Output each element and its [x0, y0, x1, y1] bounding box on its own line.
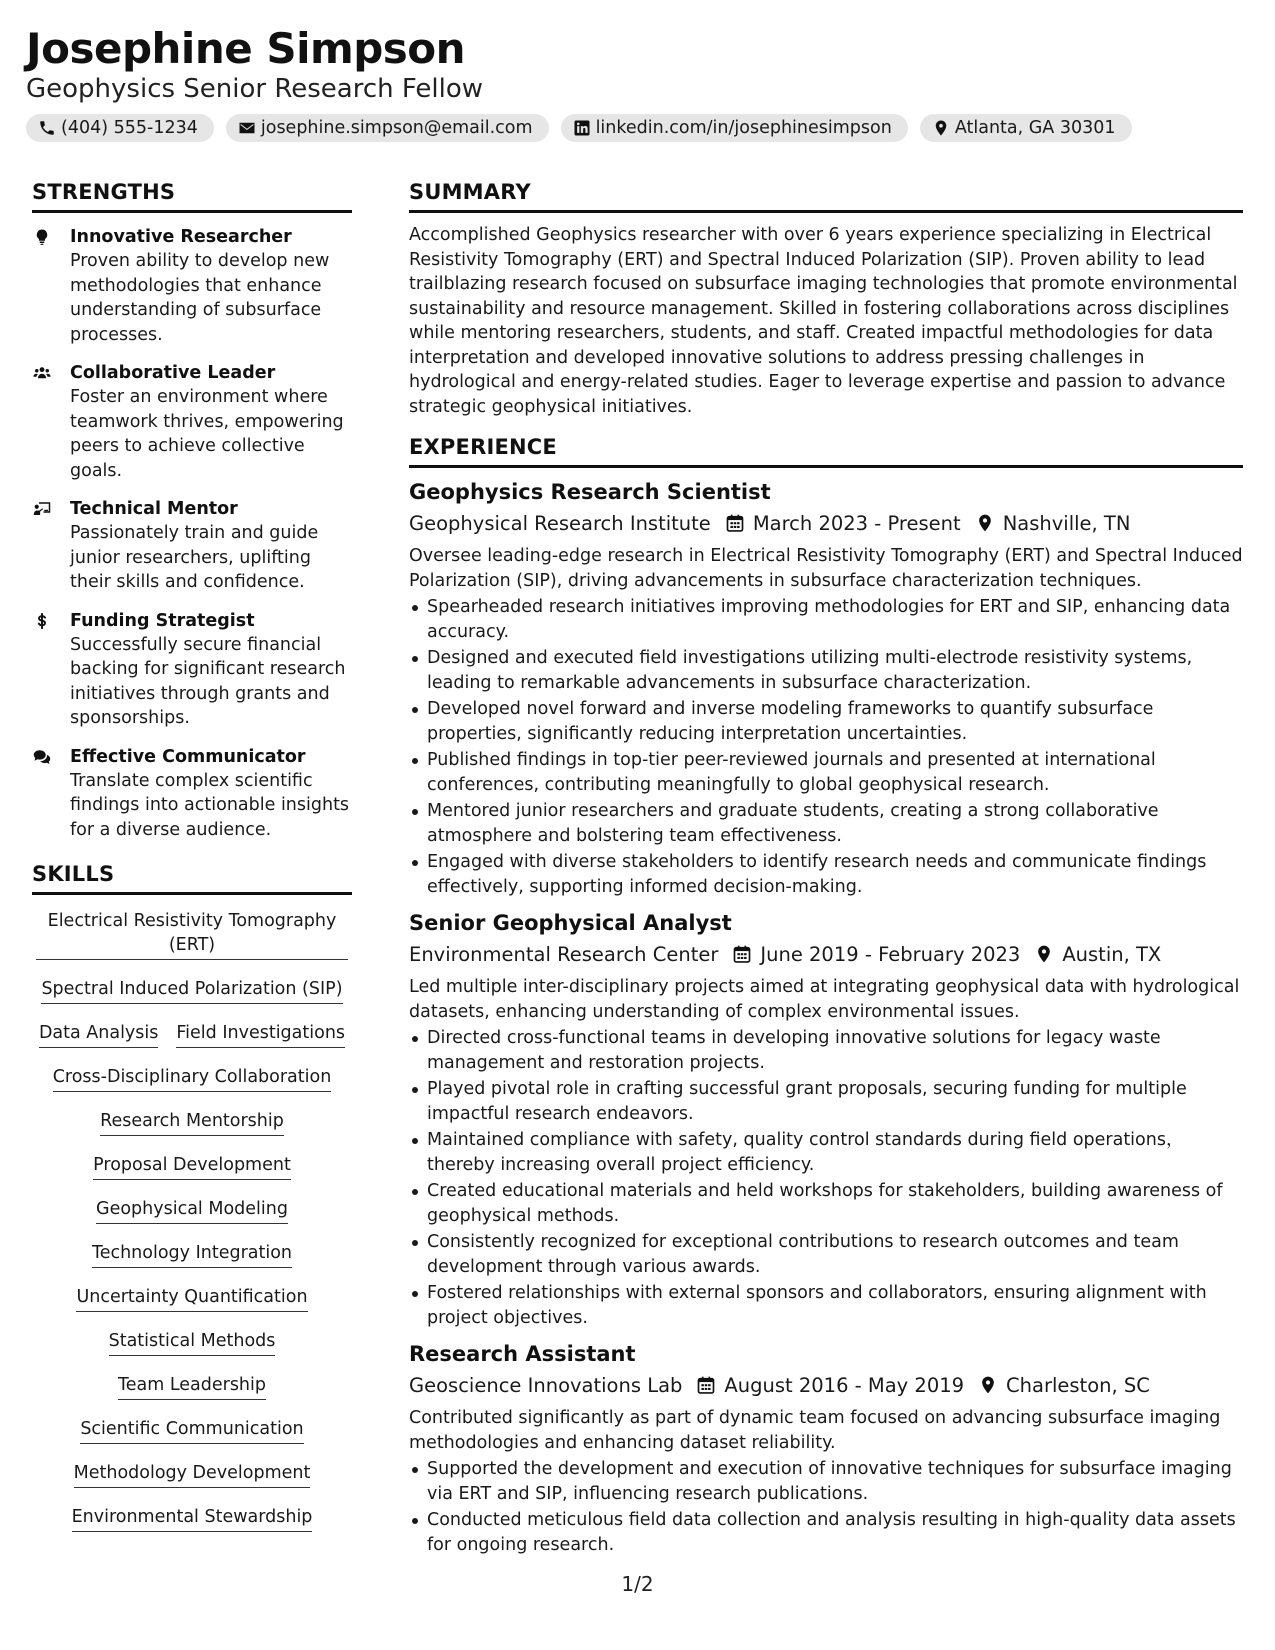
strength-title: Technical Mentor: [70, 499, 238, 519]
skill-tag: Statistical Methods: [109, 1329, 276, 1356]
strength-item: [32, 745, 352, 843]
job-bullets: [409, 1026, 1243, 1330]
contact-phone-text: (404) 555-1234: [61, 118, 198, 138]
job-title: Research Assistant: [409, 1342, 636, 1366]
job-description: Contributed significantly as part of dynamic team focused on advancing subsurface imaging methodologies and enhancing dataset reliability.: [409, 1408, 1221, 1453]
skill-tag: Geophysical Modeling: [96, 1197, 288, 1224]
job-location: Charleston, SC: [1006, 1373, 1150, 1397]
job-entry: [409, 478, 1243, 899]
strength-item: [32, 609, 352, 731]
contact-phone[interactable]: [26, 114, 214, 142]
skill-tag: Electrical Resistivity Tomography (ERT): [36, 909, 348, 960]
dollar-icon: [32, 612, 52, 630]
strength-title: Innovative Researcher: [70, 227, 292, 247]
strength-item: [32, 497, 352, 595]
skill-tag: Proposal Development: [93, 1153, 291, 1180]
summary-heading: SUMMARY: [409, 180, 1243, 213]
strengths-heading: STRENGTHS: [32, 180, 352, 213]
skill-tag: Uncertainty Quantification: [76, 1285, 307, 1312]
job-org: Environmental Research Center: [409, 942, 719, 966]
job-entry: [409, 909, 1243, 1330]
skill-tag: Cross-Disciplinary Collaboration: [53, 1065, 332, 1092]
job-bullet: Played pivotal role in crafting successful grant proposals, securing funding for multiple impactful research endeavors.: [409, 1077, 1243, 1126]
right-column: [409, 180, 1243, 1559]
strength-title: Funding Strategist: [70, 610, 255, 631]
job-location: Nashville, TN: [1002, 511, 1131, 535]
job-meta: [409, 939, 1243, 969]
page-number: 1/2: [621, 1572, 654, 1596]
map-pin-icon: [1034, 944, 1054, 964]
summary-text: Accomplished Geophysics researcher with over 6 years experience specializing in Electrical Resistivity Tomography (ERT) and Spectral Induced Polarization (SIP). Proven ability to lead trailblazing research focused on subsurface imaging technologies that promote environmental sustainability and resource management. Skilled in fostering collaborations across disciplines while mentoring researchers, students, and staff. Created impactful methodologies for data interpretation and developed innovative solutions to address pressing challenges in hydrological and energy-related studies. Eager to leverage expertise and passion to advance strategic geophysical initiatives.: [409, 225, 1238, 417]
envelope-icon: [238, 119, 256, 137]
contact-linkedin[interactable]: [561, 114, 908, 142]
job-dates: March 2023 - Present: [752, 511, 961, 535]
job-bullets: [409, 1457, 1243, 1557]
contact-linkedin-text: linkedin.com/in/josephinesimpson: [595, 118, 892, 138]
strength-title: Effective Communicator: [70, 746, 306, 767]
candidate-name: Josephine Simpson: [26, 24, 466, 73]
job-location: Austin, TX: [1062, 942, 1162, 966]
job-bullet: Conducted meticulous field data collection and analysis resulting in high-quality data assets for ongoing research.: [409, 1508, 1243, 1557]
job-bullet: Fostered relationships with external sponsors and collaborators, ensuring alignment with project objectives.: [409, 1281, 1243, 1330]
phone-icon: [38, 119, 56, 137]
map-pin-icon: [978, 1375, 998, 1395]
strength-item: [32, 361, 352, 483]
skill-tag: Scientific Communication: [80, 1417, 303, 1444]
chalkboard-teacher-icon: [32, 500, 52, 518]
job-bullet: Supported the development and execution of innovative techniques for subsurface imaging via ERT and SIP, influencing research publications.: [409, 1457, 1243, 1506]
linkedin-icon: [573, 119, 591, 137]
map-pin-icon: [975, 513, 995, 533]
strength-desc: Proven ability to develop new methodologies that enhance understanding of subsurface processes.: [70, 251, 330, 345]
job-meta: [409, 508, 1243, 538]
contact-bar: [26, 114, 1132, 142]
skills-heading: SKILLS: [32, 862, 352, 895]
skill-tag: Spectral Induced Polarization (SIP): [41, 977, 342, 1004]
candidate-title: Geophysics Senior Research Fellow: [26, 74, 484, 104]
job-bullet: Maintained compliance with safety, quality control standards during field operations， thereby increasing overall project efficiency.: [409, 1128, 1243, 1177]
job-bullet: Mentored junior researchers and graduate students, creating a strong collaborative atmosphere and bolstering team effectiveness.: [409, 799, 1243, 848]
users-icon: [32, 364, 52, 382]
comments-icon: [32, 748, 52, 766]
calendar-icon: [732, 944, 752, 964]
strength-desc: Foster an environment where teamwork thrives, empowering peers to achieve collective goals.: [70, 387, 344, 481]
job-bullet: Consistently recognized for exceptional contributions to research outcomes and team development through various awards.: [409, 1230, 1243, 1279]
job-entry: [409, 1340, 1243, 1557]
job-title: Senior Geophysical Analyst: [409, 911, 732, 935]
skill-tag: Data Analysis: [39, 1021, 158, 1048]
skill-tag: Field Investigations: [176, 1021, 345, 1048]
job-bullet: Engaged with diverse stakeholders to identify research needs and communicate findings effectively, supporting informed decision-making.: [409, 850, 1243, 899]
job-dates: August 2016 - May 2019: [724, 1373, 965, 1397]
contact-email[interactable]: [226, 114, 549, 142]
strength-desc: Translate complex scientific findings into actionable insights for a diverse audience.: [70, 770, 350, 840]
skills-list: [32, 909, 352, 1549]
job-bullet: Designed and executed field investigations utilizing multi-electrode resistivity systems, leading to remarkable advancements in subsurface characterization.: [409, 646, 1243, 695]
contact-email-text: josephine.simpson@email.com: [260, 118, 533, 138]
job-org: Geoscience Innovations Lab: [409, 1373, 683, 1397]
job-bullet: Published findings in top-tier peer-reviewed journals and presented at international conferences, contributing meaningfully to global geophysical research.: [409, 748, 1243, 797]
contact-location-text: Atlanta, GA 30301: [954, 118, 1116, 138]
job-meta: [409, 1370, 1243, 1400]
job-title: Geophysics Research Scientist: [409, 480, 771, 504]
strength-item: [32, 225, 352, 347]
strength-desc: Passionately train and guide junior researchers, uplifting their skills and confidence.: [70, 523, 319, 592]
calendar-icon: [725, 513, 745, 533]
strength-title: Collaborative Leader: [70, 363, 276, 383]
job-org: Geophysical Research Institute: [409, 511, 711, 535]
skill-tag: Technology Integration: [92, 1241, 292, 1268]
job-bullet: Spearheaded research initiatives improving methodologies for ERT and SIP, enhancing data accuracy.: [409, 595, 1243, 644]
calendar-icon: [696, 1375, 716, 1395]
strengths-list: [32, 225, 352, 842]
strength-desc: Successfully secure financial backing for significant research initiatives through grants and sponsorships.: [70, 634, 346, 728]
job-bullets: [409, 595, 1243, 899]
skill-tag: Methodology Development: [74, 1461, 311, 1488]
skill-tag: Research Mentorship: [100, 1109, 284, 1136]
job-dates: June 2019 - February 2023: [760, 942, 1021, 966]
skill-tag: Environmental Stewardship: [72, 1505, 313, 1532]
contact-location: [920, 114, 1132, 142]
skill-tag: Team Leadership: [118, 1373, 266, 1400]
job-description: Led multiple inter-disciplinary projects aimed at integrating geophysical data with hydrological datasets, enhancing understanding of complex environmental issues.: [409, 977, 1240, 1022]
lightbulb-icon: [32, 228, 52, 246]
job-bullet: Directed cross-functional teams in developing innovative solutions for legacy waste management and restoration projects.: [409, 1026, 1243, 1075]
job-description: Oversee leading-edge research in Electrical Resistivity Tomography (ERT) and Spectral Induced Polarization (SIP), driving advancements in subsurface characterization techniques.: [409, 546, 1243, 591]
job-bullet: Developed novel forward and inverse modeling frameworks to quantify subsurface properties, significantly reducing interpretation uncertainties.: [409, 697, 1243, 746]
map-pin-icon: [932, 119, 950, 137]
experience-heading: EXPERIENCE: [409, 435, 1243, 468]
job-bullet: Created educational materials and held workshops for stakeholders, building awareness of geophysical methods.: [409, 1179, 1243, 1228]
left-column: [32, 180, 352, 1549]
